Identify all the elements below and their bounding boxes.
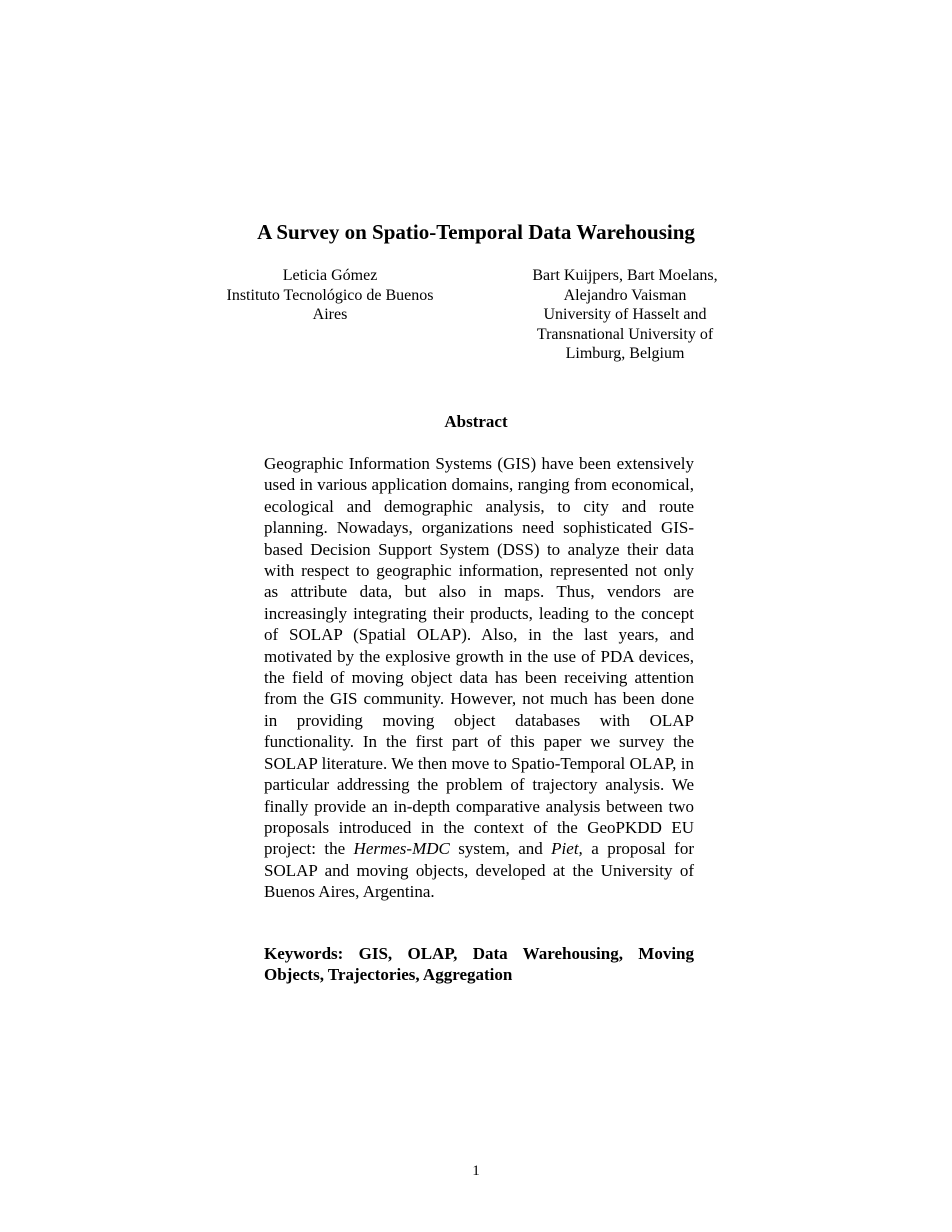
- author-affiliation: Instituto Tecnológico de Buenos: [226, 286, 434, 304]
- author-affiliation: Transnational University of: [536, 325, 714, 343]
- author-block-left: [199, 266, 461, 325]
- abstract-italic-term: Hermes-MDC: [353, 839, 450, 859]
- page-number: 1: [472, 1163, 480, 1179]
- abstract-body: [264, 453, 694, 903]
- author-affiliation: Aires: [312, 306, 348, 323]
- keywords: Keywords: GIS, OLAP, Data Warehousing, Moving Objects, Trajectories, Aggregation: [264, 944, 694, 985]
- author-name: Bart Kuijpers, Bart Moelans,: [532, 267, 718, 284]
- abstract-italic-term: Piet,: [551, 839, 583, 859]
- author-name: Leticia Gómez: [282, 267, 378, 284]
- abstract-heading: Abstract: [444, 412, 508, 431]
- paper-title: A Survey on Spatio-Temporal Data Warehousing: [257, 220, 695, 244]
- author-affiliation: Limburg, Belgium: [565, 345, 685, 362]
- author-block-right: [505, 266, 745, 364]
- abstract-text: Geographic Information Systems (GIS) have been extensively used in various application domains, ranging from economical, ecological and demographic analysis, to city and route planning. Nowadays, organizations need sophisticated GIS-based Decision Support System (DSS) to analyze their data with respect to geographic information, represented not only as attribute data, but also in maps. Thus, vendors are increasingly integrating their products, leading to the concept of SOLAP (Spatial OLAP). Also, in the last years, and motivated by the explosive growth in the use of PDA devices, the field of moving object data has been receiving attention from the GIS community. However, not much has been done in providing moving object databases with OLAP functionality. In the first part of this paper we survey the SOLAP literature. We then move to Spatio-Temporal OLAP, in particular addressing the problem of trajectory analysis. We finally provide an in-depth comparative analysis between two proposals introduced in the context of the GeoPKDD EU project: the: [264, 454, 694, 859]
- author-affiliation: University of Hasselt and: [543, 306, 707, 323]
- abstract-text: a proposal for SOLAP and moving objects, developed at the University of Buenos Aires, Argentina.: [264, 839, 694, 902]
- abstract-text: system, and: [449, 839, 552, 859]
- author-name: Alejandro Vaisman: [563, 286, 687, 304]
